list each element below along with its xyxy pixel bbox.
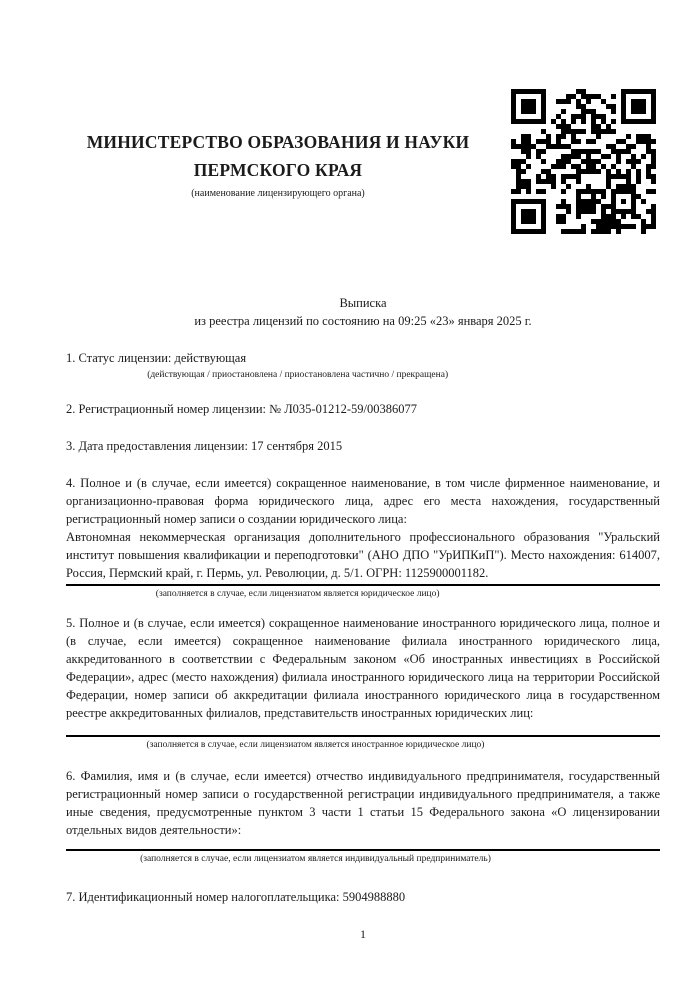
license-status-options-caption: (действующая / приостановлена / приостановлена частично / прекращена) (147, 370, 449, 380)
licensing-authority-header (66, 128, 490, 200)
legal-entity-item (66, 474, 660, 600)
legal-entity-value: Автономная некоммерческая организация дополнительного профессионального образования "Уральский институт повышения квалификации и переподготовки" (АНО ДПО "УрИПКиП"). Место нахождения: 614007, Россия, Пермский край, г. Пермь, ул. Революции, д. 5/1. ОГРН: 1125900001182. (66, 530, 660, 580)
document-title-line2: из реестра лицензий по состоянию на 09:25 «23» января 2025 г. (194, 313, 532, 328)
license-date-item (66, 437, 660, 455)
page-number: 1 (360, 927, 366, 941)
document-title-line1: Выписка (339, 296, 387, 310)
ministry-name-line2: ПЕРМСКОГО КРАЯ (193, 160, 363, 180)
document-body (66, 349, 660, 943)
license-status-item (66, 349, 660, 381)
entrepreneur-rule (66, 849, 660, 851)
foreign-entity-question: 5. Полное и (в случае, если имеется) сокращенное наименование иностранного юридического лица, полное и (в случае, если имеется) сокращенное наименование филиала иностранного юридического лица, аккредитованного в соответствии с Федеральным законом «Об иностранных инвестициях в Российской Федерации», адрес (место нахождения) филиала иностранного юридического лица на территории Российской Федерации, номер записи об аккредитации филиала иностранного юридического лица в государственном реестре аккредитованных филиалов, представительств иностранных юридических лиц: (66, 616, 660, 720)
foreign-entity-item (66, 614, 660, 751)
entrepreneur-question: 6. Фамилия, имя и (в случае, если имеется) отчество индивидуального предпринимателя, государственный регистрационный номер записи о государственной регистрации индивидуального предпринимателя, а также иные сведения, предусмотренные пунктом 3 части 1 статьи 15 Федерального закона «О лицензировании отдельных видов деятельности»: (66, 769, 660, 837)
document-title (66, 295, 660, 330)
tax-id-item (66, 888, 660, 906)
ministry-caption: (наименование лицензирующего органа) (191, 188, 365, 199)
license-date-text: 3. Дата предоставления лицензии: 17 сентября 2015 (66, 439, 343, 453)
legal-entity-rule (66, 584, 660, 586)
legal-entity-question: 4. Полное и (в случае, если имеется) сокращенное наименование, в том числе фирменное наименование, и организационно-правовая форма юридического лица, адрес его места нахождения, государственный регистрационный номер записи о создании юридического лица: (66, 476, 660, 526)
registration-number-text: 2. Регистрационный номер лицензии: № Л035-01212-59/00386077 (66, 402, 417, 416)
license-status-text: 1. Статус лицензии: действующая (66, 351, 247, 365)
qr-code-image (511, 89, 656, 234)
registration-number-item (66, 400, 660, 418)
qr-code (505, 83, 662, 240)
entrepreneur-item (66, 767, 660, 865)
foreign-entity-caption: (заполняется в случае, если лицензиатом является иностранное юридическое лицо) (146, 740, 485, 750)
entrepreneur-caption: (заполняется в случае, если лицензиатом является индивидуальный предприниматель) (140, 854, 491, 864)
legal-entity-caption: (заполняется в случае, если лицензиатом является юридическое лицо) (155, 589, 440, 599)
tax-id-text: 7. Идентификационный номер налогоплательщика: 5904988880 (66, 890, 406, 904)
foreign-entity-rule (66, 735, 660, 737)
ministry-name-line1: МИНИСТЕРСТВО ОБРАЗОВАНИЯ И НАУКИ (86, 132, 470, 152)
